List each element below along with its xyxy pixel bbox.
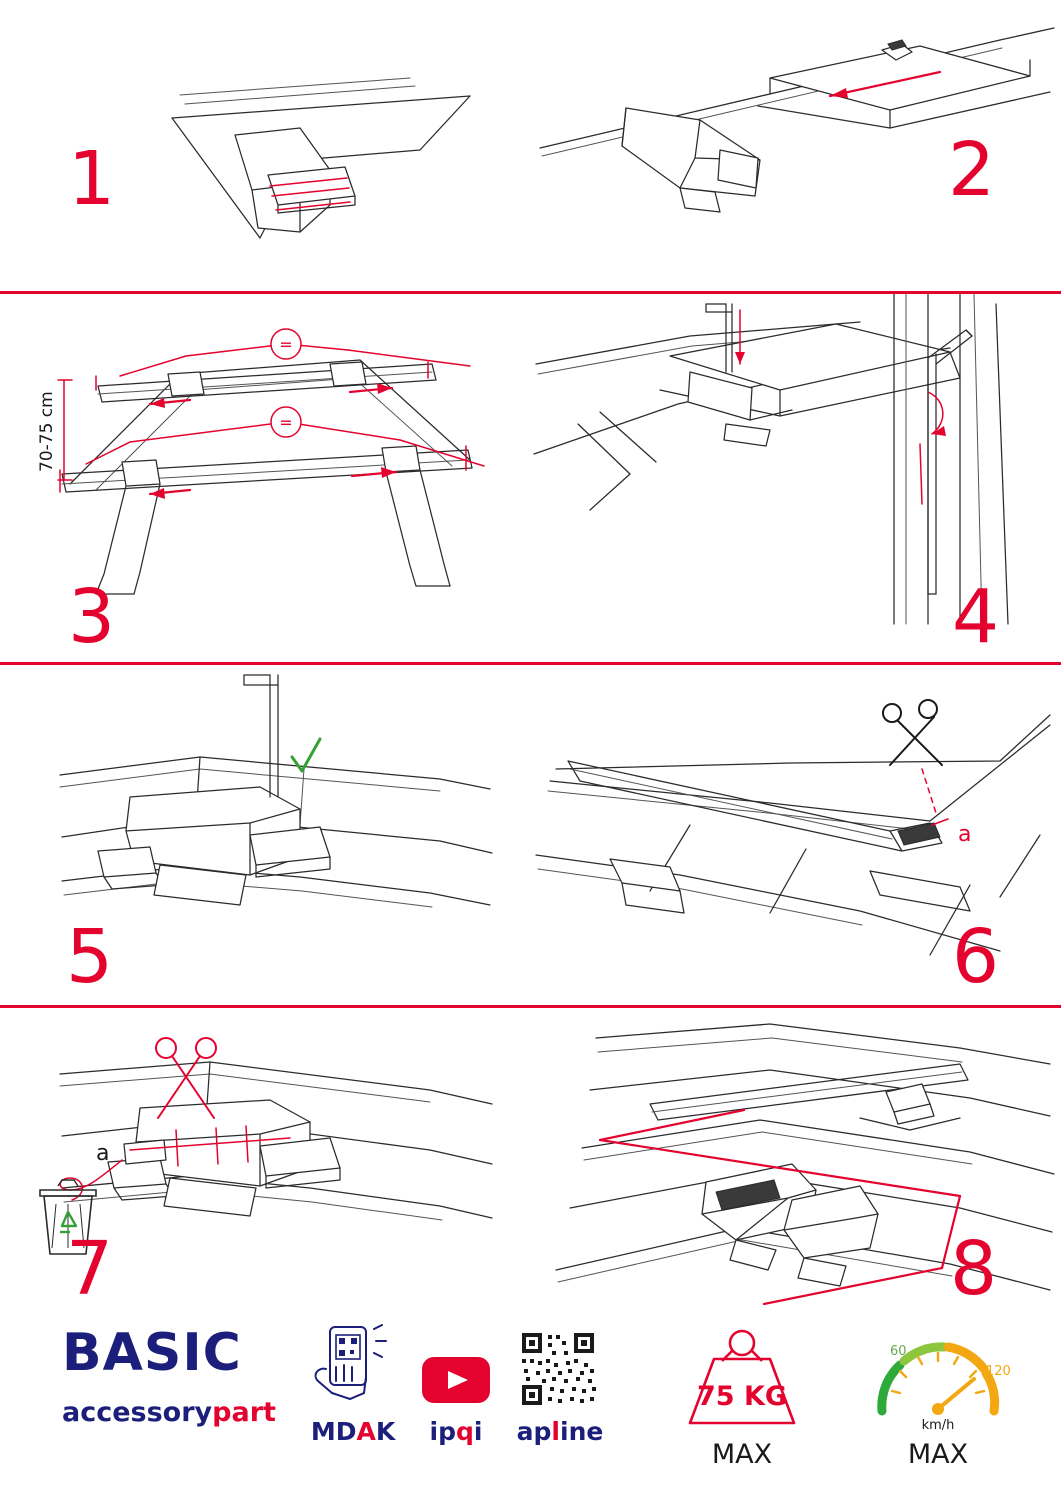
step-7-illustration xyxy=(40,1038,492,1254)
apline-last: ine xyxy=(560,1417,604,1446)
step-7-number: 7 xyxy=(66,1226,114,1312)
max-speed-cell xyxy=(848,1317,1028,1470)
scissors-icon xyxy=(883,700,942,765)
strip-label-a-7: a xyxy=(96,1141,110,1166)
step-5-illustration xyxy=(60,675,492,907)
mdak-accent: A xyxy=(356,1417,376,1446)
speed-unit: km/h xyxy=(921,1418,955,1433)
apline-accent: l xyxy=(551,1417,560,1446)
brand-basic: BASIC xyxy=(62,1323,242,1383)
step-1-number: 1 xyxy=(68,136,116,222)
svg-text:=: = xyxy=(279,413,293,432)
spacing-dimension-label: 70-75 cm xyxy=(37,391,57,472)
brand-accessory-text: accessory xyxy=(62,1397,213,1428)
qr-code-icon xyxy=(480,1327,640,1409)
max-load-cell xyxy=(652,1317,832,1470)
weight-icon xyxy=(652,1317,832,1435)
step-2-number: 2 xyxy=(948,127,996,213)
mdak-last: K xyxy=(375,1417,396,1446)
apline-first: ap xyxy=(516,1417,552,1446)
speed-tick-60: 60 xyxy=(890,1344,907,1359)
ipqi-accent: q xyxy=(455,1417,474,1446)
step-6-number: 6 xyxy=(952,914,1000,1000)
step-4-number: 4 xyxy=(952,574,1000,660)
ipqi-last: i xyxy=(473,1417,483,1446)
step-5-number: 5 xyxy=(66,914,114,1000)
strip-label-a-6: a xyxy=(958,822,972,847)
speed-tick-120: 120 xyxy=(986,1364,1011,1379)
max-speed-label: MAX xyxy=(907,1439,969,1470)
ipqi-first: ip xyxy=(429,1417,456,1446)
logo-caption-apline xyxy=(480,1417,640,1446)
step-1-illustration xyxy=(172,78,470,238)
step-8-number: 8 xyxy=(950,1226,998,1312)
brand-part-text: part xyxy=(212,1397,276,1428)
mdak-first: MD xyxy=(310,1417,357,1446)
max-load-value: 75 KG xyxy=(696,1381,788,1412)
footer xyxy=(0,1305,1061,1500)
svg-text:=: = xyxy=(279,335,293,354)
max-load-label: MAX xyxy=(711,1439,773,1470)
step-3-number: 3 xyxy=(68,574,116,660)
brand-accessorypart xyxy=(62,1399,292,1426)
step-4-illustration xyxy=(534,294,1008,624)
brand-block xyxy=(62,1323,292,1428)
logo-cell-apline xyxy=(480,1327,640,1446)
speedometer-icon xyxy=(848,1317,1028,1435)
step-3-illustration xyxy=(37,329,484,594)
